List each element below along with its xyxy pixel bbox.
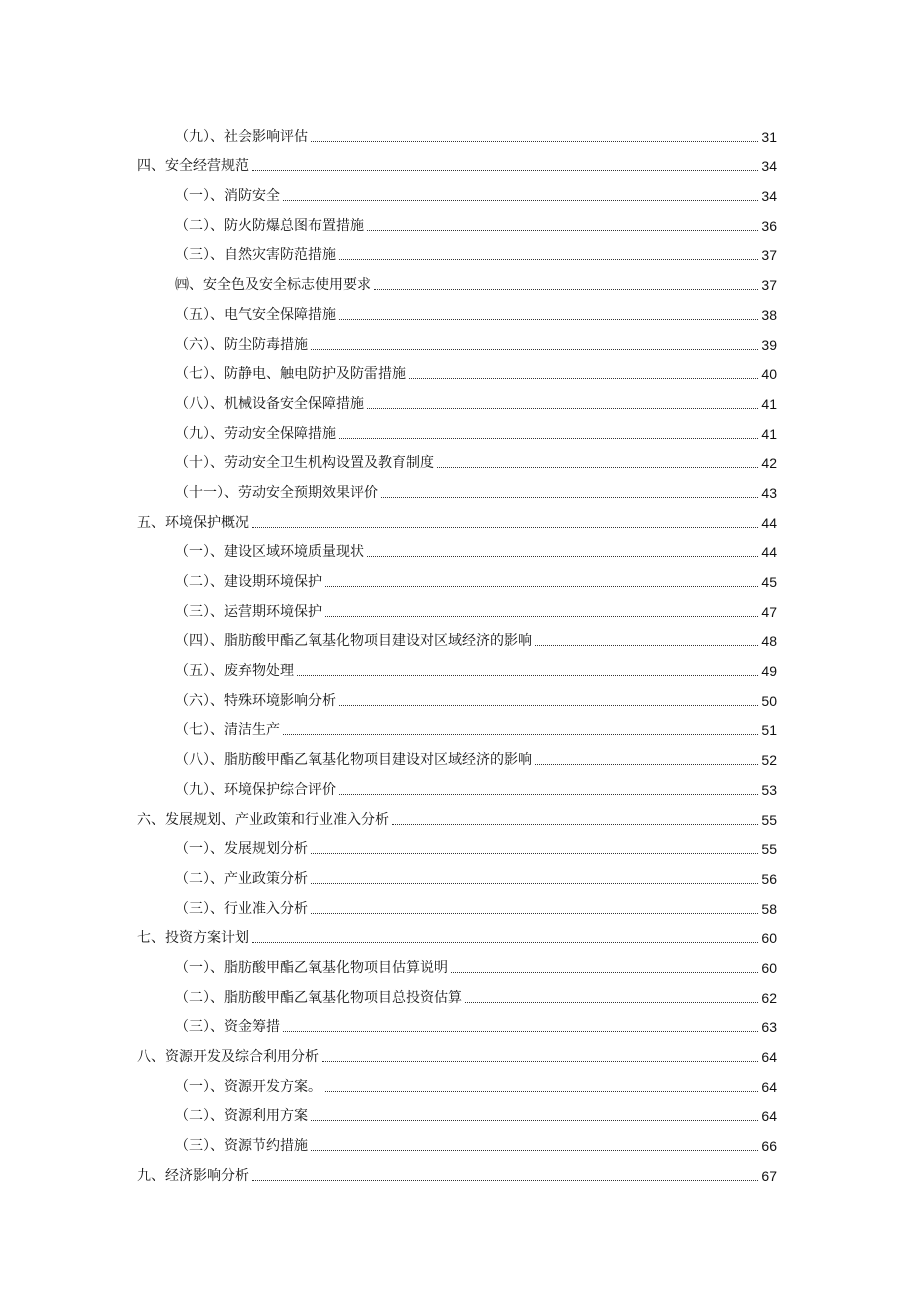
- toc-section-entry[interactable]: [137, 829, 777, 859]
- dot-leader: [535, 645, 758, 646]
- toc-entry-title: （五）、电气安全保障措施: [175, 306, 336, 323]
- toc-entry-title: （一）、建设区域环境质量现状: [175, 544, 364, 561]
- toc-entry-page-number: 41: [761, 425, 777, 442]
- toc-entry-page-number: 43: [761, 484, 777, 501]
- dot-leader: [252, 1180, 758, 1181]
- toc-entry-title: （九）、社会影响评估: [175, 128, 308, 145]
- toc-entry-title: （二）、资源利用方案: [175, 1108, 308, 1125]
- toc-section-entry[interactable]: [137, 561, 777, 591]
- toc-entry-title: 八、资源开发及综合利用分析: [137, 1049, 319, 1065]
- toc-entry-title: （二）、脂肪酸甲酯乙氧基化物项目总投资估算: [175, 989, 462, 1006]
- dot-leader: [339, 438, 758, 439]
- toc-entry-title: （十）、劳动安全卫生机构设置及教育制度: [175, 455, 434, 472]
- toc-section-entry[interactable]: [137, 739, 777, 769]
- toc-entry-title: （三）、自然灾害防范措施: [175, 247, 336, 264]
- toc-chapter-entry[interactable]: [137, 1036, 777, 1066]
- dot-leader: [437, 467, 758, 468]
- toc-entry-page-number: 49: [761, 663, 777, 680]
- toc-entry-title: （九）、劳动安全保障措施: [175, 425, 336, 442]
- toc-entry-title: 四、安全经营规范: [137, 158, 249, 175]
- toc-section-entry[interactable]: [137, 413, 777, 443]
- toc-section-entry[interactable]: [137, 680, 777, 710]
- toc-entry-title: （三）、资源节约措施: [175, 1138, 308, 1155]
- toc-entry-page-number: 53: [761, 781, 777, 798]
- toc-entry-page-number: 58: [761, 900, 777, 917]
- toc-entry-title: （二）、产业政策分析: [175, 870, 308, 887]
- toc-entry-page-number: 55: [761, 841, 777, 858]
- toc-section-entry[interactable]: [137, 1007, 777, 1037]
- toc-section-entry[interactable]: [137, 532, 777, 562]
- toc-entry-title: （一）、脂肪酸甲酯乙氧基化物项目估算说明: [175, 959, 448, 976]
- dot-leader: [367, 230, 758, 231]
- dot-leader: [535, 764, 758, 765]
- toc-entry-title: （七）、防静电、触电防护及防雷措施: [175, 366, 406, 383]
- dot-leader: [283, 200, 758, 201]
- toc-section-entry[interactable]: [137, 324, 777, 354]
- toc-entry-title: （九）、环境保护综合评价: [175, 781, 336, 798]
- toc-section-entry[interactable]: [137, 1125, 777, 1155]
- toc-entry-title: （一）、发展规划分析: [175, 841, 308, 858]
- dot-leader: [392, 824, 758, 825]
- dot-leader: [339, 705, 758, 706]
- dot-leader: [283, 1031, 758, 1032]
- toc-section-entry[interactable]: [137, 383, 777, 413]
- dot-leader: [311, 883, 758, 884]
- dot-leader: [339, 794, 758, 795]
- toc-section-entry[interactable]: [137, 1096, 777, 1126]
- toc-entry-title: （六）、特殊环境影响分析: [175, 692, 336, 709]
- toc-entry-title: 六、发展规划、产业政策和行业准入分析: [137, 811, 389, 828]
- toc-entry-page-number: 44: [761, 544, 777, 561]
- toc-entry-title: （七）、清洁生产: [175, 722, 280, 739]
- toc-entry-page-number: 38: [761, 306, 777, 323]
- toc-section-entry[interactable]: [137, 175, 777, 205]
- toc-section-entry[interactable]: [137, 947, 777, 977]
- dot-leader: [339, 259, 758, 260]
- toc-chapter-entry[interactable]: [137, 918, 777, 948]
- toc-entry-page-number: 31: [761, 128, 777, 145]
- toc-chapter-entry[interactable]: [137, 1155, 777, 1185]
- toc-entry-page-number: 66: [761, 1138, 777, 1155]
- toc-entry-title: （八）、脂肪酸甲酯乙氧基化物项目建设对区域经济的影响: [175, 752, 532, 769]
- toc-entry-page-number: 39: [761, 336, 777, 353]
- toc-entry-page-number: 51: [761, 722, 777, 739]
- toc-entry-title: （三）、运营期环境保护: [175, 603, 322, 620]
- toc-chapter-entry[interactable]: [137, 799, 777, 829]
- dot-leader: [381, 497, 758, 498]
- dot-leader: [283, 734, 758, 735]
- toc-entry-page-number: 55: [761, 811, 777, 828]
- dot-leader: [465, 1002, 758, 1003]
- toc-entry-page-number: 63: [761, 1019, 777, 1036]
- toc-entry-page-number: 34: [761, 188, 777, 205]
- toc-section-entry[interactable]: [137, 591, 777, 621]
- dot-leader: [311, 349, 758, 350]
- dot-leader: [339, 319, 758, 320]
- toc-entry-page-number: 52: [761, 752, 777, 769]
- toc-section-entry[interactable]: [137, 888, 777, 918]
- toc-section-entry[interactable]: [137, 621, 777, 651]
- dot-leader: [311, 1150, 758, 1151]
- toc-entry-page-number: 64: [761, 1049, 777, 1065]
- toc-entry-title: （三）、行业准入分析: [175, 900, 308, 917]
- dot-leader: [367, 556, 758, 557]
- toc-entry-title: （一）、消防安全: [175, 188, 280, 205]
- toc-entry-page-number: 34: [761, 158, 777, 175]
- toc-entry-page-number: 37: [761, 247, 777, 264]
- dot-leader: [311, 141, 758, 142]
- toc-entry-page-number: 60: [761, 930, 777, 947]
- toc-entry-page-number: 48: [761, 633, 777, 650]
- dot-leader: [252, 170, 758, 171]
- toc-entry-title: （五）、废弃物处理: [175, 663, 294, 680]
- toc-chapter-entry[interactable]: [137, 502, 777, 532]
- toc-entry-page-number: 50: [761, 692, 777, 709]
- toc-entry-title: （二）、建设期环境保护: [175, 574, 322, 590]
- toc-entry-title: 五、环境保护概况: [137, 514, 249, 531]
- dot-leader: [297, 675, 758, 676]
- toc-entry-title: ㈣、安全色及安全标志使用要求: [175, 277, 371, 294]
- toc-entry-page-number: 62: [761, 989, 777, 1006]
- toc-section-entry[interactable]: [137, 1066, 777, 1096]
- toc-entry-title: （一）、资源开发方案。: [175, 1078, 322, 1095]
- toc-entry-title: （二）、防火防爆总图布置措施: [175, 217, 364, 234]
- toc-entry-title: （四）、脂肪酸甲酯乙氧基化物项目建设对区域经济的影响: [175, 633, 532, 650]
- dot-leader: [311, 853, 758, 854]
- toc-entry-page-number: 56: [761, 870, 777, 887]
- toc-entry-page-number: 36: [761, 217, 777, 234]
- table-of-contents: [137, 116, 777, 1185]
- toc-section-entry[interactable]: [137, 472, 777, 502]
- toc-section-entry[interactable]: [137, 205, 777, 235]
- toc-entry-title: （十一）、劳动安全预期效果评价: [175, 484, 378, 501]
- toc-entry-page-number: 40: [761, 366, 777, 383]
- toc-entry-title: （三）、资金筹措: [175, 1019, 280, 1036]
- toc-section-entry[interactable]: [137, 294, 777, 324]
- toc-section-entry[interactable]: [137, 650, 777, 680]
- toc-section-entry[interactable]: [137, 235, 777, 265]
- toc-entry-title: （六）、防尘防毒措施: [175, 336, 308, 353]
- toc-section-entry[interactable]: [137, 977, 777, 1007]
- dot-leader: [451, 972, 758, 973]
- dot-leader: [252, 942, 758, 943]
- toc-section-entry[interactable]: [137, 116, 777, 146]
- dot-leader: [252, 527, 758, 528]
- toc-entry-title: （八）、机械设备安全保障措施: [175, 395, 364, 412]
- dot-leader: [325, 1091, 758, 1092]
- toc-entry-page-number: 64: [761, 1078, 777, 1095]
- dot-leader: [311, 1120, 758, 1121]
- dot-leader: [325, 586, 758, 587]
- toc-section-entry[interactable]: [137, 264, 777, 294]
- toc-chapter-entry[interactable]: [137, 146, 777, 176]
- toc-section-entry[interactable]: [137, 769, 777, 799]
- toc-entry-page-number: 45: [761, 574, 777, 590]
- toc-entry-page-number: 37: [761, 277, 777, 294]
- dot-leader: [322, 1061, 758, 1062]
- dot-leader: [409, 378, 758, 379]
- toc-entry-title: 七、投资方案计划: [137, 930, 249, 947]
- toc-section-entry[interactable]: [137, 354, 777, 384]
- toc-entry-page-number: 60: [761, 959, 777, 976]
- toc-entry-page-number: 44: [761, 514, 777, 531]
- dot-leader: [367, 408, 758, 409]
- toc-section-entry[interactable]: [137, 443, 777, 473]
- toc-entry-title: 九、经济影响分析: [137, 1167, 249, 1184]
- dot-leader: [374, 289, 758, 290]
- toc-section-entry[interactable]: [137, 858, 777, 888]
- toc-section-entry[interactable]: [137, 710, 777, 740]
- dot-leader: [325, 616, 758, 617]
- dot-leader: [311, 913, 758, 914]
- toc-entry-page-number: 67: [761, 1167, 777, 1184]
- toc-entry-page-number: 42: [761, 455, 777, 472]
- toc-entry-page-number: 64: [761, 1108, 777, 1125]
- toc-entry-page-number: 41: [761, 395, 777, 412]
- toc-entry-page-number: 47: [761, 603, 777, 620]
